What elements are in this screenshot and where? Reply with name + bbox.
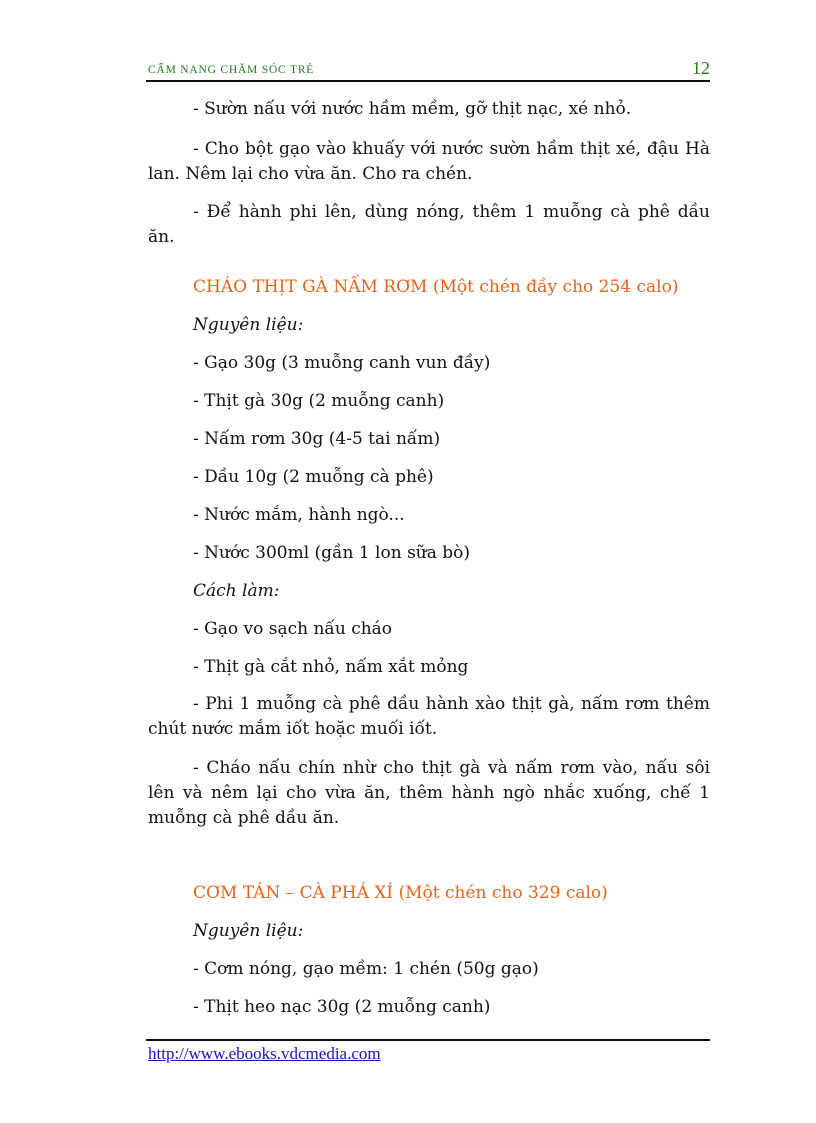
ingredient-item: - Dầu 10g (2 muỗng cà phê) <box>193 467 434 487</box>
method-step: - Phi 1 muỗng cà phê dầu hành xào thịt gà, nấm rơm thêm chút nước mắm iốt hoặc muối iốt. <box>148 694 710 739</box>
method-step: - Cháo nấu chín nhừ cho thịt gà và nấm rơm vào, nấu sôi lên và nêm lại cho vừa ăn, thêm hành ngò nhắc xuống, chế 1 muỗng cà phê dầu ăn. <box>148 758 710 828</box>
ingredient-item: - Nước 300ml (gần 1 lon sữa bò) <box>193 543 471 563</box>
method-step: - Gạo vo sạch nấu cháo <box>193 619 393 639</box>
ingredient-item: - Thịt gà 30g (2 muỗng canh) <box>193 391 445 411</box>
intro-step: - Cho bột gạo vào khuấy với nước sườn hầm thịt xé, đậu Hà lan. Nêm lại cho vừa ăn. Cho ra chén. <box>148 139 710 184</box>
footer-divider <box>146 1039 710 1041</box>
ingredient-item: - Nấm rơm 30g (4-5 tai nấm) <box>193 429 441 449</box>
ingredients-label: Nguyên liệu: <box>193 315 304 335</box>
intro-step: - Để hành phi lên, dùng nóng, thêm 1 muỗng cà phê dầu ăn. <box>148 202 710 247</box>
ingredient-item: - Thịt heo nạc 30g (2 muỗng canh) <box>193 997 491 1017</box>
recipe-title: CHÁO THỊT GÀ NẤM RƠM (Một chén đầy cho 254 calo) <box>193 277 679 297</box>
ingredients-label: Nguyên liệu: <box>193 921 304 941</box>
header-divider <box>146 80 710 82</box>
recipe-title: CƠM TÁN – CÀ PHÁ XÍ (Một chén cho 329 calo) <box>193 883 608 903</box>
ingredient-item: - Nước mắm, hành ngò... <box>193 505 405 525</box>
book-title: CẨM NANG CHĂM SÓC TRẺ <box>148 64 315 76</box>
intro-step: - Sườn nấu với nước hầm mềm, gỡ thịt nạc, xé nhỏ. <box>193 99 632 119</box>
method-label: Cách làm: <box>193 581 280 601</box>
website-link[interactable]: http://www.ebooks.vdcmedia.com <box>148 1044 381 1063</box>
page-number: 12 <box>692 58 710 78</box>
ingredient-item: - Cơm nóng, gạo mềm: 1 chén (50g gạo) <box>193 959 539 979</box>
method-step: - Thịt gà cắt nhỏ, nấm xắt mỏng <box>193 657 469 677</box>
ingredient-item: - Gạo 30g (3 muỗng canh vun đầy) <box>193 353 491 373</box>
